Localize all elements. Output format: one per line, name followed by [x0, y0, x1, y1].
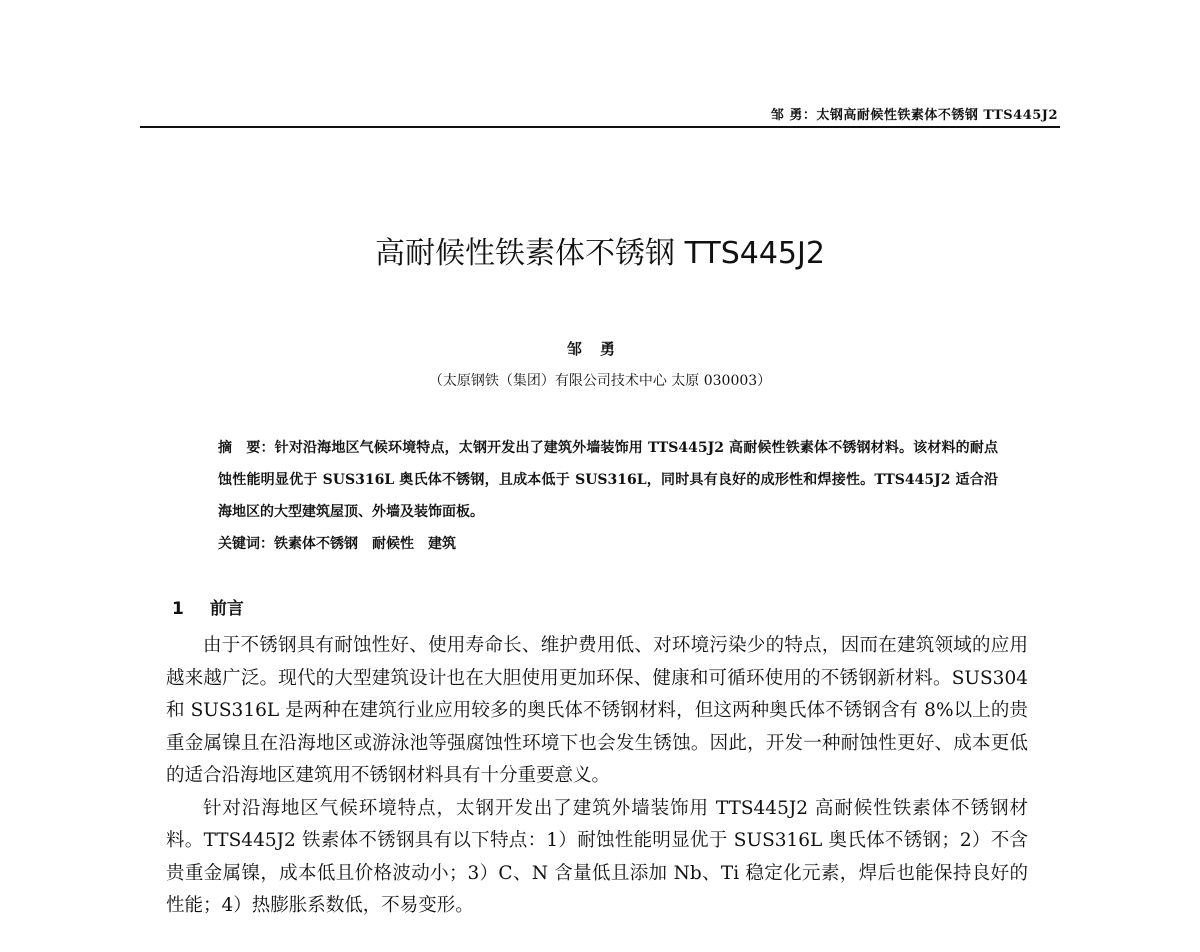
- section-title: 前言: [209, 599, 244, 619]
- paragraph: 由于不锈钢具有耐蚀性好、使用寿命长、维护费用低、对环境污染少的特点，因而在建筑领域的应用越来越广泛。现代的大型建筑设计也在大胆使用更加环保、健康和可循环使用的不锈钢新材料。SUS304 和 SUS316L 是两种在建筑行业应用较多的奥氏体不锈钢材料，但这两种奥氏体不锈钢含有 8%以上的贵重金属镍且在沿海地区或游泳池等强腐蚀性环境下也会发生锈蚀。因此，开发一种耐蚀性更好、成本更低的适合沿海地区建筑用不锈钢材料具有十分重要意义。: [166, 635, 1028, 786]
- abstract: 摘 要：针对沿海地区气候环境特点，太钢开发出了建筑外墙装饰用 TTS445J2 高耐候性铁素体不锈钢材料。该材料的耐点蚀性能明显优于 SUS316L 奥氏体不锈钢，且成本低于 SUS316L，同时具有良好的成形性和焊接性。TTS445J2 适合沿海地区的大型建筑屋顶、外墙及装饰面板。: [218, 440, 998, 520]
- paper-title: 高耐候性铁素体不锈钢 TTS445J2: [375, 236, 825, 271]
- section-heading: [172, 594, 270, 619]
- running-header: 邹 勇：太钢高耐候性铁素体不锈钢 TTS445J2: [770, 108, 1058, 123]
- affiliation: （太原钢铁（集团）有限公司技术中心 太原 030003）: [428, 373, 772, 389]
- section-number: 1: [172, 599, 184, 619]
- keywords: 关键词：铁素体不锈钢 耐候性 建筑: [218, 536, 456, 552]
- body-text: [166, 630, 1028, 923]
- author: 邹勇: [566, 340, 633, 358]
- abstract-block: [218, 432, 998, 560]
- header-rule: [140, 126, 1060, 128]
- paragraph: 针对沿海地区气候环境特点，太钢开发出了建筑外墙装饰用 TTS445J2 高耐候性铁素体不锈钢材料。TTS445J2 铁素体不锈钢具有以下特点：1）耐蚀性能明显优于 SUS316L 奥氏体不锈钢；2）不含贵重金属镍，成本低且价格波动小；3）C、N 含量低且添加 Nb、Ti 稳定化元素，焊后也能保持良好的性能；4）热膨胀系数低，不易变形。: [166, 797, 1028, 916]
